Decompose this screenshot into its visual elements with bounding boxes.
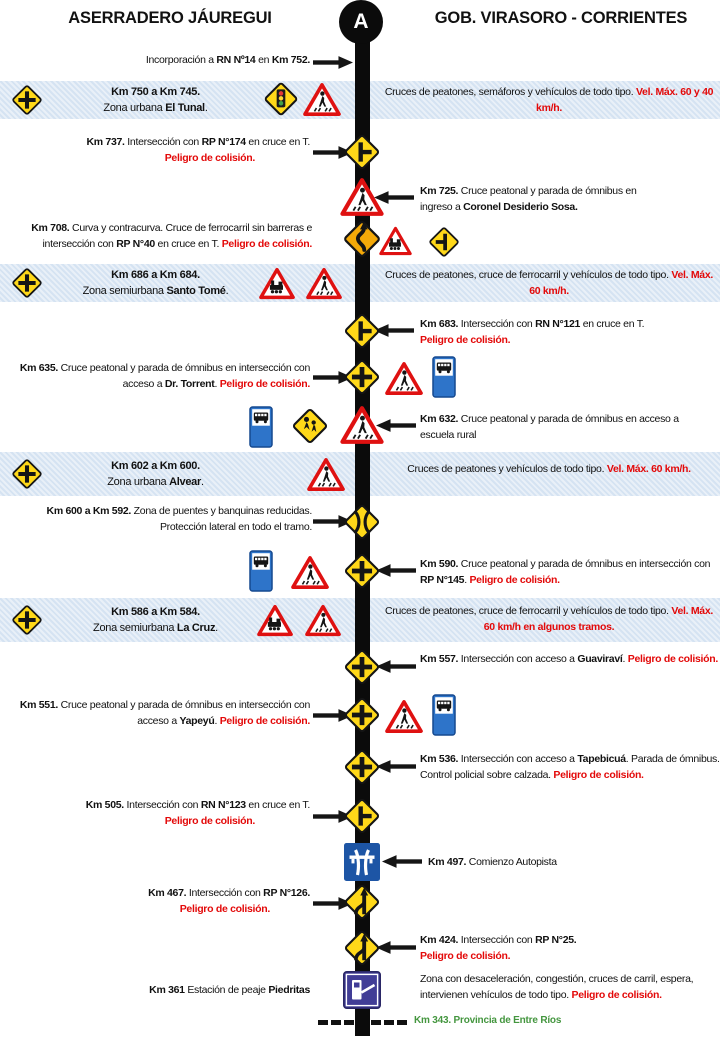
annotation-km361-right: Zona con desaceleración, congestión, cruces de carril, espera, intervienen vehículos de todo tipo. Peligro de colisión.: [420, 973, 694, 1001]
bus-stop-sign-icon: [249, 406, 273, 448]
pedestrian-crossing-sign-icon: [385, 699, 423, 734]
annotation-km600-592: Km 600 a Km 592. Zona de puentes y banquinas reducidas. Protección lateral en todo el tramo.: [46, 505, 312, 533]
pedestrian-crossing-sign-icon: [306, 267, 342, 300]
annotation-km708: Km 708. Curva y contracurva. Cruce de ferrocarril sin barreras e intersección con RP N°40 en cruce en T. Peligro de colisión.: [31, 222, 312, 250]
annotation-km590: Km 590. Cruce peatonal y parada de ómnibus en intersección con RP N°145. Peligro de colisión.: [420, 558, 711, 586]
school-children-sign-icon: [289, 405, 331, 447]
crossroads-sign-icon: [341, 550, 383, 592]
annotation-km536: Km 536. Intersección con acceso a Tapebicuá. Parada de ómnibus. Control policial sobre calzada. Peligro de colisión.: [420, 753, 720, 781]
annotation-km557: Km 557. Intersección con acceso a Guaviraví. Peligro de colisión.: [420, 653, 719, 665]
crossroads-sign-icon: [341, 646, 383, 688]
crossroads-sign-icon: [9, 456, 45, 492]
annotation-km635: Km 635. Cruce peatonal y parada de ómnibus en intersección con acceso a Dr. Torrent. Peligro de colisión.: [19, 362, 310, 390]
pedestrian-crossing-sign-icon: [303, 82, 341, 117]
band-label-la-cruz: Km 586 a Km 584. Zona semiurbana La Cruz.: [93, 606, 218, 634]
narrow-bridge-sign-icon: [341, 501, 383, 543]
annotation-km725: Km 725. Cruce peatonal y parada de ómnibus en ingreso a Coronel Desiderio Sosa.: [420, 185, 637, 213]
band-note-santo-tome: Cruces de peatones, cruce de ferrocarril y vehículos de todo tipo. Vel. Máx. 60 km/h.: [385, 269, 713, 297]
annotation-km683: Km 683. Intersección con RN N°121 en cruce en T. Peligro de colisión.: [420, 318, 645, 346]
crossroads-sign-icon: [9, 265, 45, 301]
annotation-km361-left: Km 361 Estación de peaje Piedritas: [149, 984, 310, 996]
side-road-left-sign-icon: [426, 224, 462, 260]
toll-station-sign-icon: [343, 971, 381, 1009]
annotation-km424: Km 424. Intersección con RP N°25. Peligro de colisión.: [420, 934, 577, 962]
pedestrian-crossing-sign-icon: [340, 177, 384, 217]
band-note-el-tunal: Cruces de peatones, semáforos y vehículos de todo tipo. Vel. Máx. 60 y 40 km/h.: [384, 86, 714, 114]
pedestrian-crossing-sign-icon: [385, 361, 423, 396]
railroad-crossing-sign-icon: [257, 604, 293, 637]
crossroads-sign-icon: [9, 602, 45, 638]
bus-stop-sign-icon: [249, 550, 273, 592]
annotation-km737: Km 737. Intersección con RP N°174 en cruce en T. Peligro de colisión.: [86, 136, 310, 164]
annotation-km497: Km 497. Comienzo Autopista: [428, 856, 557, 868]
t-intersection-sign-icon: [341, 310, 383, 352]
province-border-dashed-line: [318, 1020, 354, 1025]
route-node-a: A: [339, 0, 383, 44]
band-label-el-tunal: Km 750 a Km 745. Zona urbana El Tunal.: [103, 86, 208, 114]
crossroads-sign-icon: [9, 82, 45, 118]
annotation-km551: Km 551. Cruce peatonal y parada de ómnibus en intersección con acceso a Yapeyú. Peligro de colisión.: [19, 699, 310, 727]
left-endpoint-title: ASERRADERO JÁUREGUI: [68, 9, 272, 27]
t-intersection-sign-icon: [341, 795, 383, 837]
province-border-dashed-line: [371, 1020, 407, 1025]
province-border-label: Km 343. Provincia de Entre Ríos: [414, 1015, 562, 1026]
merge-sign-icon: [341, 927, 383, 969]
arrow-left-icon: [382, 855, 422, 868]
band-label-santo-tome: Km 686 a Km 684. Zona semiurbana Santo Tomé.: [82, 269, 229, 297]
right-endpoint-title: GOB. VIRASORO - CORRIENTES: [434, 9, 688, 27]
pedestrian-crossing-sign-icon: [305, 604, 341, 637]
railroad-crossing-sign-icon: [259, 267, 295, 300]
annotation-km467: Km 467. Intersección con RP N°126. Peligro de colisión.: [148, 887, 310, 915]
band-note-alvear: Cruces de peatones y vehículos de todo tipo. Vel. Máx. 60 km/h.: [407, 463, 691, 475]
curve-counter-curve-sign-icon: [340, 217, 384, 261]
merge-sign-icon: [341, 881, 383, 923]
band-note-la-cruz: Cruces de peatones, cruce de ferrocarril y vehículos de todo tipo. Vel. Máx. 60 km/h en algunos tramos.: [385, 605, 713, 633]
annotation-km632: Km 632. Cruce peatonal y parada de ómnibus en acceso a escuela rural: [420, 413, 679, 441]
crossroads-sign-icon: [341, 694, 383, 736]
bus-stop-sign-icon: [432, 694, 456, 736]
motorway-sign-icon: [344, 843, 380, 881]
annotation-km505: Km 505. Intersección con RN N°123 en cruce en T. Peligro de colisión.: [85, 799, 310, 827]
pedestrian-crossing-sign-icon: [340, 405, 384, 445]
arrow-right-icon: [313, 56, 353, 69]
bus-stop-sign-icon: [432, 356, 456, 398]
pedestrian-crossing-sign-icon: [307, 457, 345, 492]
crossroads-sign-icon: [341, 746, 383, 788]
crossroads-sign-icon: [341, 356, 383, 398]
railroad-crossing-sign-icon: [379, 226, 412, 256]
band-label-alvear: Km 602 a Km 600. Zona urbana Alvear.: [107, 460, 204, 488]
traffic-light-sign-icon: [261, 79, 301, 119]
pedestrian-crossing-sign-icon: [291, 555, 329, 590]
t-intersection-sign-icon: [341, 131, 383, 173]
annotation-km752: Incorporación a RN Nº14 en Km 752.: [145, 54, 310, 66]
